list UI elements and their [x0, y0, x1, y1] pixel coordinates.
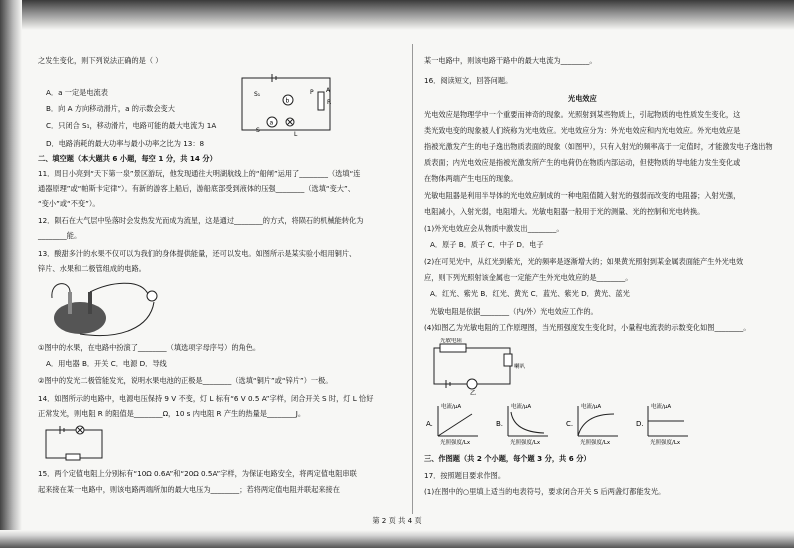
q12-line-2: ________能。	[38, 231, 82, 240]
scan-edge-left	[0, 0, 22, 548]
q17-heading: 17．按照题目要求作图。	[424, 471, 506, 480]
lamp-l-label: L	[294, 131, 298, 138]
page-footer: 第 2 页 共 4 页	[372, 516, 422, 525]
answer-graph-c	[566, 402, 618, 446]
q13-options: A．用电器 B．开关 C．电源 D．导线	[46, 359, 167, 368]
end-a-label: A	[326, 87, 331, 94]
q15-line-1: 15．两个定值电阻上分别标有“10Ω 0.6A”和“20Ω 0.5A”字样，为保证电路安全，将两定值电阻串联	[38, 469, 357, 478]
answer-graph-b	[496, 402, 548, 446]
article-title: 光电效应	[568, 94, 597, 103]
graph-y-label: 电流/μA	[511, 404, 532, 410]
article-p1: 光电效应是物理学中一个重要而神奇的现象。光照射到某些物质上，引起物质的电性质发生变化，这	[424, 110, 741, 119]
graph-y-label: 电流/μA	[581, 404, 602, 410]
q10-option-c: C．只闭合 S₁，移动滑片，电路可能的最大电流为 1A	[46, 121, 217, 130]
resistor-r-label: R	[327, 99, 332, 106]
section-2-heading: 二、填空题（本大题共 6 小题，每空 1 分，共 14 分）	[38, 154, 217, 163]
graph-x-label: 光照强度/Lx	[650, 440, 681, 446]
graph-option-letter: D.	[636, 420, 644, 428]
graph-y-label: 电流/μA	[651, 404, 672, 410]
q15-line-2: 起来接在某一电路中，则该电路两端所加的最大电压为________；若将两定值电阻并联起来接在	[38, 485, 340, 494]
graph-x-label: 光照强度/Lx	[580, 440, 611, 446]
section-3-heading: 三、作图题（共 2 个小题，每个题 3 分，共 6 分）	[424, 454, 591, 463]
q10-stem-end: 之发生变化，则下列说法正确的是（ ）	[38, 56, 163, 65]
slider-p-label: P	[310, 89, 314, 96]
scan-edge-bottom	[0, 530, 794, 548]
q17-sub-1: (1)在图中的○里填上适当的电表符号，要求闭合开关 S 后两盏灯都能发光。	[424, 487, 666, 496]
sensor-label: 光敏电阻	[440, 338, 463, 344]
meter-a-label: a	[269, 119, 274, 127]
q14-line-2: 正常发光，则电阻 R 的阻值是________Ω，10 s 内电阻 R 产生的热量是________J。	[38, 409, 306, 418]
q10-option-b: B．向 A 方向移动滑片，a 的示数会变大	[46, 104, 175, 113]
graph-curve	[578, 414, 614, 436]
q11-line-1: 11．周日小亮到“天下第一泉”景区游玩，他发现通往大明湖航线上的“船闸”运用了________（选填“连	[38, 169, 361, 178]
answer-graph-d	[636, 402, 688, 446]
q15-end: 某一电路中，则该电路干路中的最大电流为________。	[424, 56, 597, 65]
article-p6: 光敏电阻器是利用半导体的光电效应制成的一种电阻值随入射光的强弱而改变的电阻器；入射光强，	[424, 191, 741, 200]
q13-sub-2: ②图中的发光二极管能发光，说明水果电池的正极是________（选填“铜片”或“锌片”）一极。	[38, 376, 333, 385]
q13-line-1: 13．酸甜多汁的水果不仅可以为我们的身体提供能量，还可以发电。如图所示是某实验小组用铜片、	[38, 249, 357, 258]
q11-line-2: 通器原理”或“帕斯卡定律”）。有新的游客上船后，游船底部受到液体的压强________（选填“变大”、	[38, 184, 355, 193]
article-p3: 指被光激发产生的电子逸出物质表面的现象（如图甲），只有入射光的频率高于一定值时，才能激发电子逸出物	[424, 142, 773, 151]
article-p2: 类光致电变的现象被人们统称为光电效应。光电效应分为：外光电效应和内光电效应。外光电效应是	[424, 126, 741, 135]
article-p5: 在物体两端产生电压的现象。	[424, 174, 518, 183]
q13-line-2: 锌片、水果和二极管组成的电路。	[38, 264, 146, 273]
speaker-label: 喇叭	[514, 364, 526, 370]
q16-sub-2-line-1: (2)在可见光中，从红光到紫光，光的频率是逐渐增大的；如果黄光照射到某金属表面能产生外光电效	[424, 257, 744, 266]
graph-option-letter: A.	[426, 420, 433, 428]
q10-option-d: D．电路消耗的最大功率与最小功率之比为 13：8	[46, 139, 205, 148]
photoresistor-circuit-figure	[426, 338, 526, 396]
switch-s1-label: S₁	[254, 91, 261, 98]
q10-option-a: A．a 一定是电流表	[46, 88, 108, 97]
graph-curve	[438, 414, 472, 436]
graph-curve	[511, 412, 544, 433]
graph-option-letter: C.	[566, 420, 574, 428]
graph-option-letter: B.	[496, 420, 504, 428]
graph-x-label: 光照强度/Lx	[440, 440, 471, 446]
graph-x-label: 光照强度/Lx	[510, 440, 541, 446]
article-p7: 电阻减小，入射光弱，电阻增大。光敏电阻器一般用于光的测量、光的控制和光电转换。	[424, 207, 705, 216]
q16-sub-1-options: A．原子 B．质子 C．中子 D．电子	[430, 240, 544, 249]
answer-graph-a	[426, 402, 478, 446]
q16-sub-2-options: A．红光、紫光 B．红光、黄光 C．蓝光、紫光 D．黄光、蓝光	[430, 289, 630, 298]
q12-line-1: 12．陨石在大气层中坠落时会发热发光而成为流星，这是通过________的方式，将陨石的机械能转化为	[38, 216, 364, 225]
q10-circuit-figure	[232, 70, 342, 140]
q11-line-3: “变小”或“不变”）。	[38, 199, 100, 208]
q14-line-1: 14．如图所示的电路中，电源电压保持 9 V 不变，灯 L 标有“6 V 0.5 A”字样，闭合开关 S 时，灯 L 恰好	[38, 394, 374, 403]
article-p4: 质表面；内光电效应是指被光激发所产生的电荷仍在物质内部运动，但使物质的导电能力发生变化或	[424, 158, 741, 167]
q16-heading: 16．阅读短文，回答问题。	[424, 76, 513, 85]
column-divider	[412, 44, 413, 514]
q16-sub-3: 光敏电阻是依据________（内/外）光电效应工作的。	[430, 307, 598, 316]
switch-s-label: S	[256, 127, 260, 134]
meter-b-label: b	[285, 97, 290, 105]
q16-sub-2-line-2: 应，则下列光照射该金属也一定能产生外光电效应的是________。	[424, 273, 633, 282]
scan-edge-top	[0, 0, 794, 30]
q16-sub-4: (4)如图乙为光敏电阻的工作原理图，当光照强度发生变化时，小量程电流表的示数变化如图________。	[424, 323, 751, 332]
fruit-battery-figure	[40, 278, 180, 342]
q16-sub-1: (1)外光电效应会从物质中激发出________。	[424, 224, 564, 233]
q14-circuit-figure	[40, 424, 110, 464]
figure-yi-label: 乙	[470, 390, 477, 396]
current-vs-light-graphs	[424, 398, 774, 448]
q13-sub-1: ①图中的水果，在电路中扮演了________（填选项字母序号）的角色。	[38, 343, 261, 352]
graph-y-label: 电流/μA	[441, 404, 462, 410]
